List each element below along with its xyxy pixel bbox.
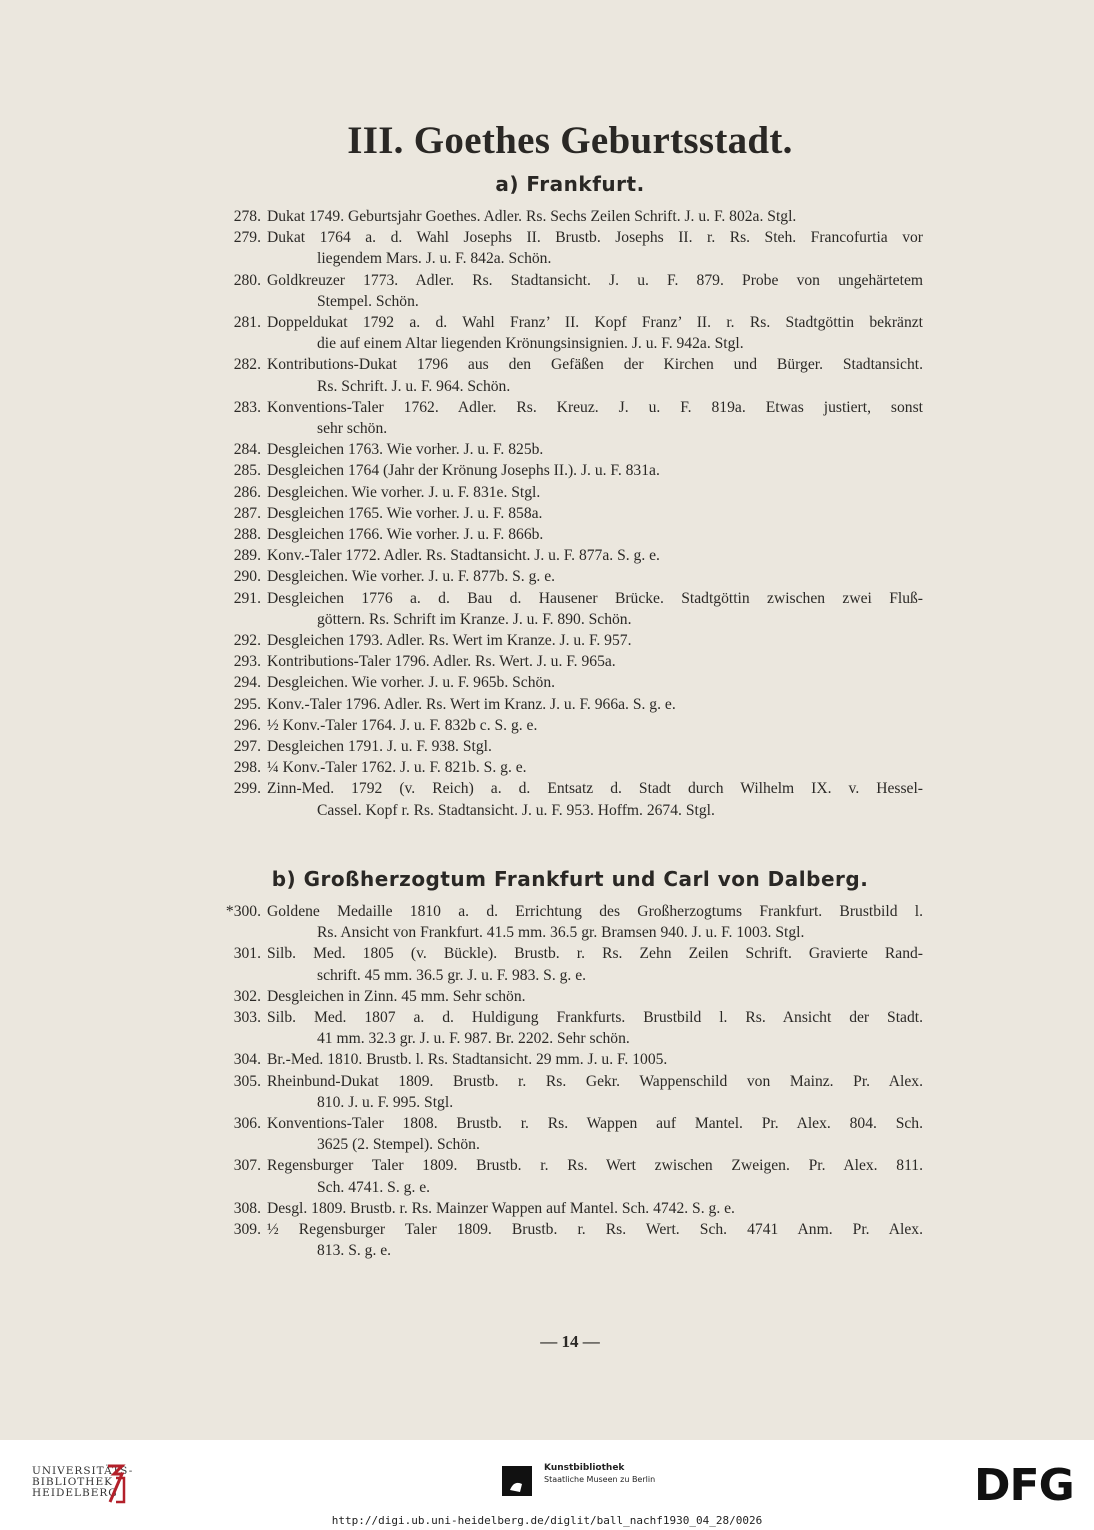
entry-number: 281.	[233, 314, 261, 332]
entry-list-frankfurt	[213, 206, 923, 821]
entry-text-continuation: Stempel. Schön.	[317, 292, 419, 310]
entry-number: 292.	[233, 632, 261, 650]
entry-number: 282.	[233, 356, 261, 374]
entry-number: 290.	[233, 568, 261, 586]
ub-logo-line: HEIDELBERG	[32, 1487, 118, 1499]
kunstbibliothek-emblem-icon	[502, 1462, 532, 1500]
entry-text: Desgleichen 1776 a. d. Bau d. Hausener Brücke. Stadtgöttin zwischen zwei Fluß-	[267, 589, 923, 607]
catalog-entry	[213, 1071, 923, 1113]
catalog-entry	[213, 1219, 923, 1261]
entry-number: 305.	[233, 1072, 261, 1090]
entry-number: 279.	[233, 229, 261, 247]
entry-number: 307.	[233, 1157, 261, 1175]
catalog-entry	[213, 778, 923, 820]
entry-text: Desgleichen. Wie vorher. J. u. F. 877b. S. g. e.	[267, 568, 556, 586]
entry-text: Silb. Med. 1805 (v. Bückle). Brustb. r. Rs. Zehn Zeilen Schrift. Gravierte Rand-	[267, 945, 923, 963]
entry-text: Kontributions-Dukat 1796 aus den Gefäßen der Kirchen und Bürger. Stadtansicht.	[267, 356, 923, 374]
entry-text-continuation: 810. J. u. F. 995. Stgl.	[317, 1093, 454, 1111]
dfg-logo[interactable]: DFG	[974, 1460, 1074, 1511]
entry-text: ½ Regensburger Taler 1809. Brustb. r. Rs. Wert. Sch. 4741 Anm. Pr. Alex.	[267, 1221, 923, 1239]
catalog-entry	[213, 943, 923, 985]
entry-text: Konv.-Taler 1772. Adler. Rs. Stadtansicht. J. u. F. 877a. S. g. e.	[267, 547, 660, 565]
entry-text: Desgleichen. Wie vorher. J. u. F. 965b. Schön.	[267, 674, 556, 692]
entry-number: 303.	[233, 1009, 261, 1027]
entry-text: Doppeldukat 1792 a. d. Wahl Franz’ II. Kopf Franz’ II. r. Rs. Stadtgöttin bekränzt	[267, 314, 923, 332]
entry-number: 287.	[233, 504, 261, 522]
entry-number: *300.	[225, 903, 261, 920]
catalog-entry	[213, 227, 923, 269]
entry-text: Desgleichen. Wie vorher. J. u. F. 831e. Stgl.	[267, 483, 541, 501]
entry-text: Desgleichen 1764 (Jahr der Krönung Josephs II.). J. u. F. 831a.	[267, 462, 660, 480]
entry-text-continuation: schrift. 45 mm. 36.5 gr. J. u. F. 983. S. g. e.	[317, 966, 587, 984]
ub-emblem-icon	[104, 1462, 128, 1506]
entry-text-continuation: Rs. Ansicht von Frankfurt. 41.5 mm. 36.5 gr. Bramsen 940. J. u. F. 1003. Stgl.	[317, 924, 805, 942]
entry-text: Desgl. 1809. Brustb. r. Rs. Mainzer Wappen auf Mantel. Sch. 4742. S. g. e.	[267, 1199, 735, 1217]
entry-number: 285.	[233, 462, 261, 480]
ub-logo-line: BIBLIOTHEK	[32, 1476, 113, 1488]
entry-text: Konv.-Taler 1796. Adler. Rs. Wert im Kranz. J. u. F. 966a. S. g. e.	[267, 695, 676, 713]
page-title: III. Goethes Geburtsstadt.	[347, 119, 793, 162]
entry-text: Konventions-Taler 1762. Adler. Rs. Kreuz. J. u. F. 819a. Etwas justiert, sonst	[267, 398, 923, 416]
catalog-entry	[213, 715, 923, 736]
entry-text: Desgleichen 1766. Wie vorher. J. u. F. 866b.	[267, 526, 544, 544]
entry-text-continuation: 813. S. g. e.	[317, 1242, 392, 1260]
entry-number: 302.	[233, 987, 261, 1005]
catalog-entry	[213, 901, 923, 943]
entry-text: Goldene Medaille 1810 a. d. Errichtung des Großherzogtums Frankfurt. Brustbild l.	[267, 903, 923, 920]
permalink-url[interactable]: http://digi.ub.uni-heidelberg.de/diglit/ball_nachf1930_04_28/0026	[331, 1514, 763, 1527]
catalog-entry	[213, 482, 923, 503]
entry-text-continuation: Sch. 4741. S. g. e.	[317, 1178, 431, 1196]
entry-number: 296.	[233, 716, 261, 734]
entry-text: Rheinbund-Dukat 1809. Brustb. r. Rs. Gekr. Wappenschild von Mainz. Pr. Alex.	[267, 1072, 923, 1090]
catalog-entry	[213, 524, 923, 545]
entry-text: Kontributions-Taler 1796. Adler. Rs. Wert. J. u. F. 965a.	[267, 653, 616, 671]
entry-text-continuation: sehr schön.	[317, 420, 388, 438]
entry-text-continuation: Rs. Schrift. J. u. F. 964. Schön.	[317, 377, 511, 395]
entry-text-continuation: 3625 (2. Stempel). Schön.	[317, 1136, 480, 1154]
entry-text: Desgleichen in Zinn. 45 mm. Sehr schön.	[267, 987, 526, 1005]
entry-number: 284.	[233, 441, 261, 459]
catalog-entry	[213, 312, 923, 354]
catalog-entry	[213, 1049, 923, 1070]
catalog-entry	[213, 566, 923, 587]
catalog-entry	[213, 588, 923, 630]
section-heading-grossherzogtum: b) Großherzogtum Frankfurt und Carl von Dalberg.	[271, 867, 869, 891]
section-heading-frankfurt: a) Frankfurt.	[495, 172, 645, 196]
catalog-entry	[213, 630, 923, 651]
catalog-entry	[213, 503, 923, 524]
page-number: — 14 —	[540, 1332, 600, 1351]
entry-text: Dukat 1749. Geburtsjahr Goethes. Adler. Rs. Sechs Zeilen Schrift. J. u. F. 802a. Stgl.	[267, 208, 797, 225]
entry-text: Desgleichen 1763. Wie vorher. J. u. F. 825b.	[267, 441, 544, 459]
kunstbibliothek-logo[interactable]	[502, 1462, 656, 1504]
entry-number: 289.	[233, 547, 261, 565]
entry-number: 295.	[233, 695, 261, 713]
catalog-entry	[213, 1007, 923, 1049]
catalog-entry	[213, 1113, 923, 1155]
entry-number: 280.	[233, 271, 261, 289]
kunstbibliothek-name: Kunstbibliothek	[544, 1463, 625, 1473]
catalog-entry	[213, 651, 923, 672]
entry-number: 299.	[233, 780, 261, 798]
catalog-entry	[213, 757, 923, 778]
entry-number: 286.	[233, 483, 261, 501]
entry-number: 297.	[233, 738, 261, 756]
catalog-entry	[213, 694, 923, 715]
catalog-entry	[213, 460, 923, 481]
entry-text: Dukat 1764 a. d. Wahl Josephs II. Brustb. Josephs II. r. Rs. Steh. Francofurtia vor	[267, 229, 923, 247]
entry-text: ¼ Konv.-Taler 1762. J. u. F. 821b. S. g. e.	[267, 759, 527, 777]
entry-number: 304.	[233, 1051, 261, 1069]
catalog-entry	[213, 986, 923, 1007]
catalog-entry	[213, 736, 923, 757]
entry-number: 291.	[233, 589, 261, 607]
catalog-entry	[213, 397, 923, 439]
kunstbibliothek-subtitle: Staatliche Museen zu Berlin	[544, 1475, 656, 1484]
entry-number: 293.	[233, 653, 261, 671]
entry-text: Desgleichen 1793. Adler. Rs. Wert im Kranze. J. u. F. 957.	[267, 632, 632, 650]
ub-logo-line: UNIVERSITÄTS-	[32, 1465, 134, 1477]
entry-text: Silb. Med. 1807 a. d. Huldigung Frankfurts. Brustbild l. Rs. Ansicht der Stadt.	[267, 1009, 923, 1027]
entry-number: 288.	[233, 526, 261, 544]
entry-number: 294.	[233, 674, 261, 692]
viewer-footer	[0, 1440, 1094, 1530]
entry-text: Zinn-Med. 1792 (v. Reich) a. d. Entsatz d. Stadt durch Wilhelm IX. v. Hessel-	[267, 780, 923, 798]
entry-number: 278.	[233, 208, 261, 225]
entry-text-continuation: göttern. Rs. Schrift im Kranze. J. u. F. 890. Schön.	[317, 610, 632, 628]
catalog-entry	[213, 270, 923, 312]
entry-number: 301.	[233, 945, 261, 963]
entry-number: 283.	[233, 398, 261, 416]
entry-number: 298.	[233, 759, 261, 777]
catalog-entry	[213, 439, 923, 460]
catalog-entry	[213, 672, 923, 693]
entry-list-grossherzogtum	[213, 901, 923, 1261]
entry-text-continuation: liegendem Mars. J. u. F. 842a. Schön.	[317, 250, 552, 268]
entry-number: 309.	[233, 1221, 261, 1239]
catalog-entry	[213, 1155, 923, 1197]
entry-text-continuation: Cassel. Kopf r. Rs. Stadtansicht. J. u. F. 953. Hoffm. 2674. Stgl.	[317, 801, 715, 819]
catalog-entry	[213, 545, 923, 566]
catalog-entry	[213, 206, 923, 227]
entry-number: 306.	[233, 1115, 261, 1133]
entry-text-continuation: 41 mm. 32.3 gr. J. u. F. 987. Br. 2202. Sehr schön.	[317, 1030, 630, 1048]
entry-text: Regensburger Taler 1809. Brustb. r. Rs. Wert zwischen Zweigen. Pr. Alex. 811.	[267, 1157, 923, 1175]
entry-text: Konventions-Taler 1808. Brustb. r. Rs. Wappen auf Mantel. Pr. Alex. 804. Sch.	[267, 1115, 923, 1133]
entry-text-continuation: die auf einem Altar liegenden Krönungsinsignien. J. u. F. 942a. Stgl.	[317, 335, 744, 353]
catalog-entry	[213, 354, 923, 396]
entry-text: Goldkreuzer 1773. Adler. Rs. Stadtansicht. J. u. F. 879. Probe von ungehärtetem	[267, 271, 923, 289]
entry-text: Desgleichen 1765. Wie vorher. J. u. F. 858a.	[267, 504, 543, 522]
entry-text: ½ Konv.-Taler 1764. J. u. F. 832b c. S. g. e.	[267, 716, 538, 734]
entry-number: 308.	[233, 1199, 261, 1217]
catalog-entry	[213, 1198, 923, 1219]
entry-text: Desgleichen 1791. J. u. F. 938. Stgl.	[267, 738, 492, 756]
entry-text: Br.-Med. 1810. Brustb. l. Rs. Stadtansicht. 29 mm. J. u. F. 1005.	[267, 1051, 668, 1069]
